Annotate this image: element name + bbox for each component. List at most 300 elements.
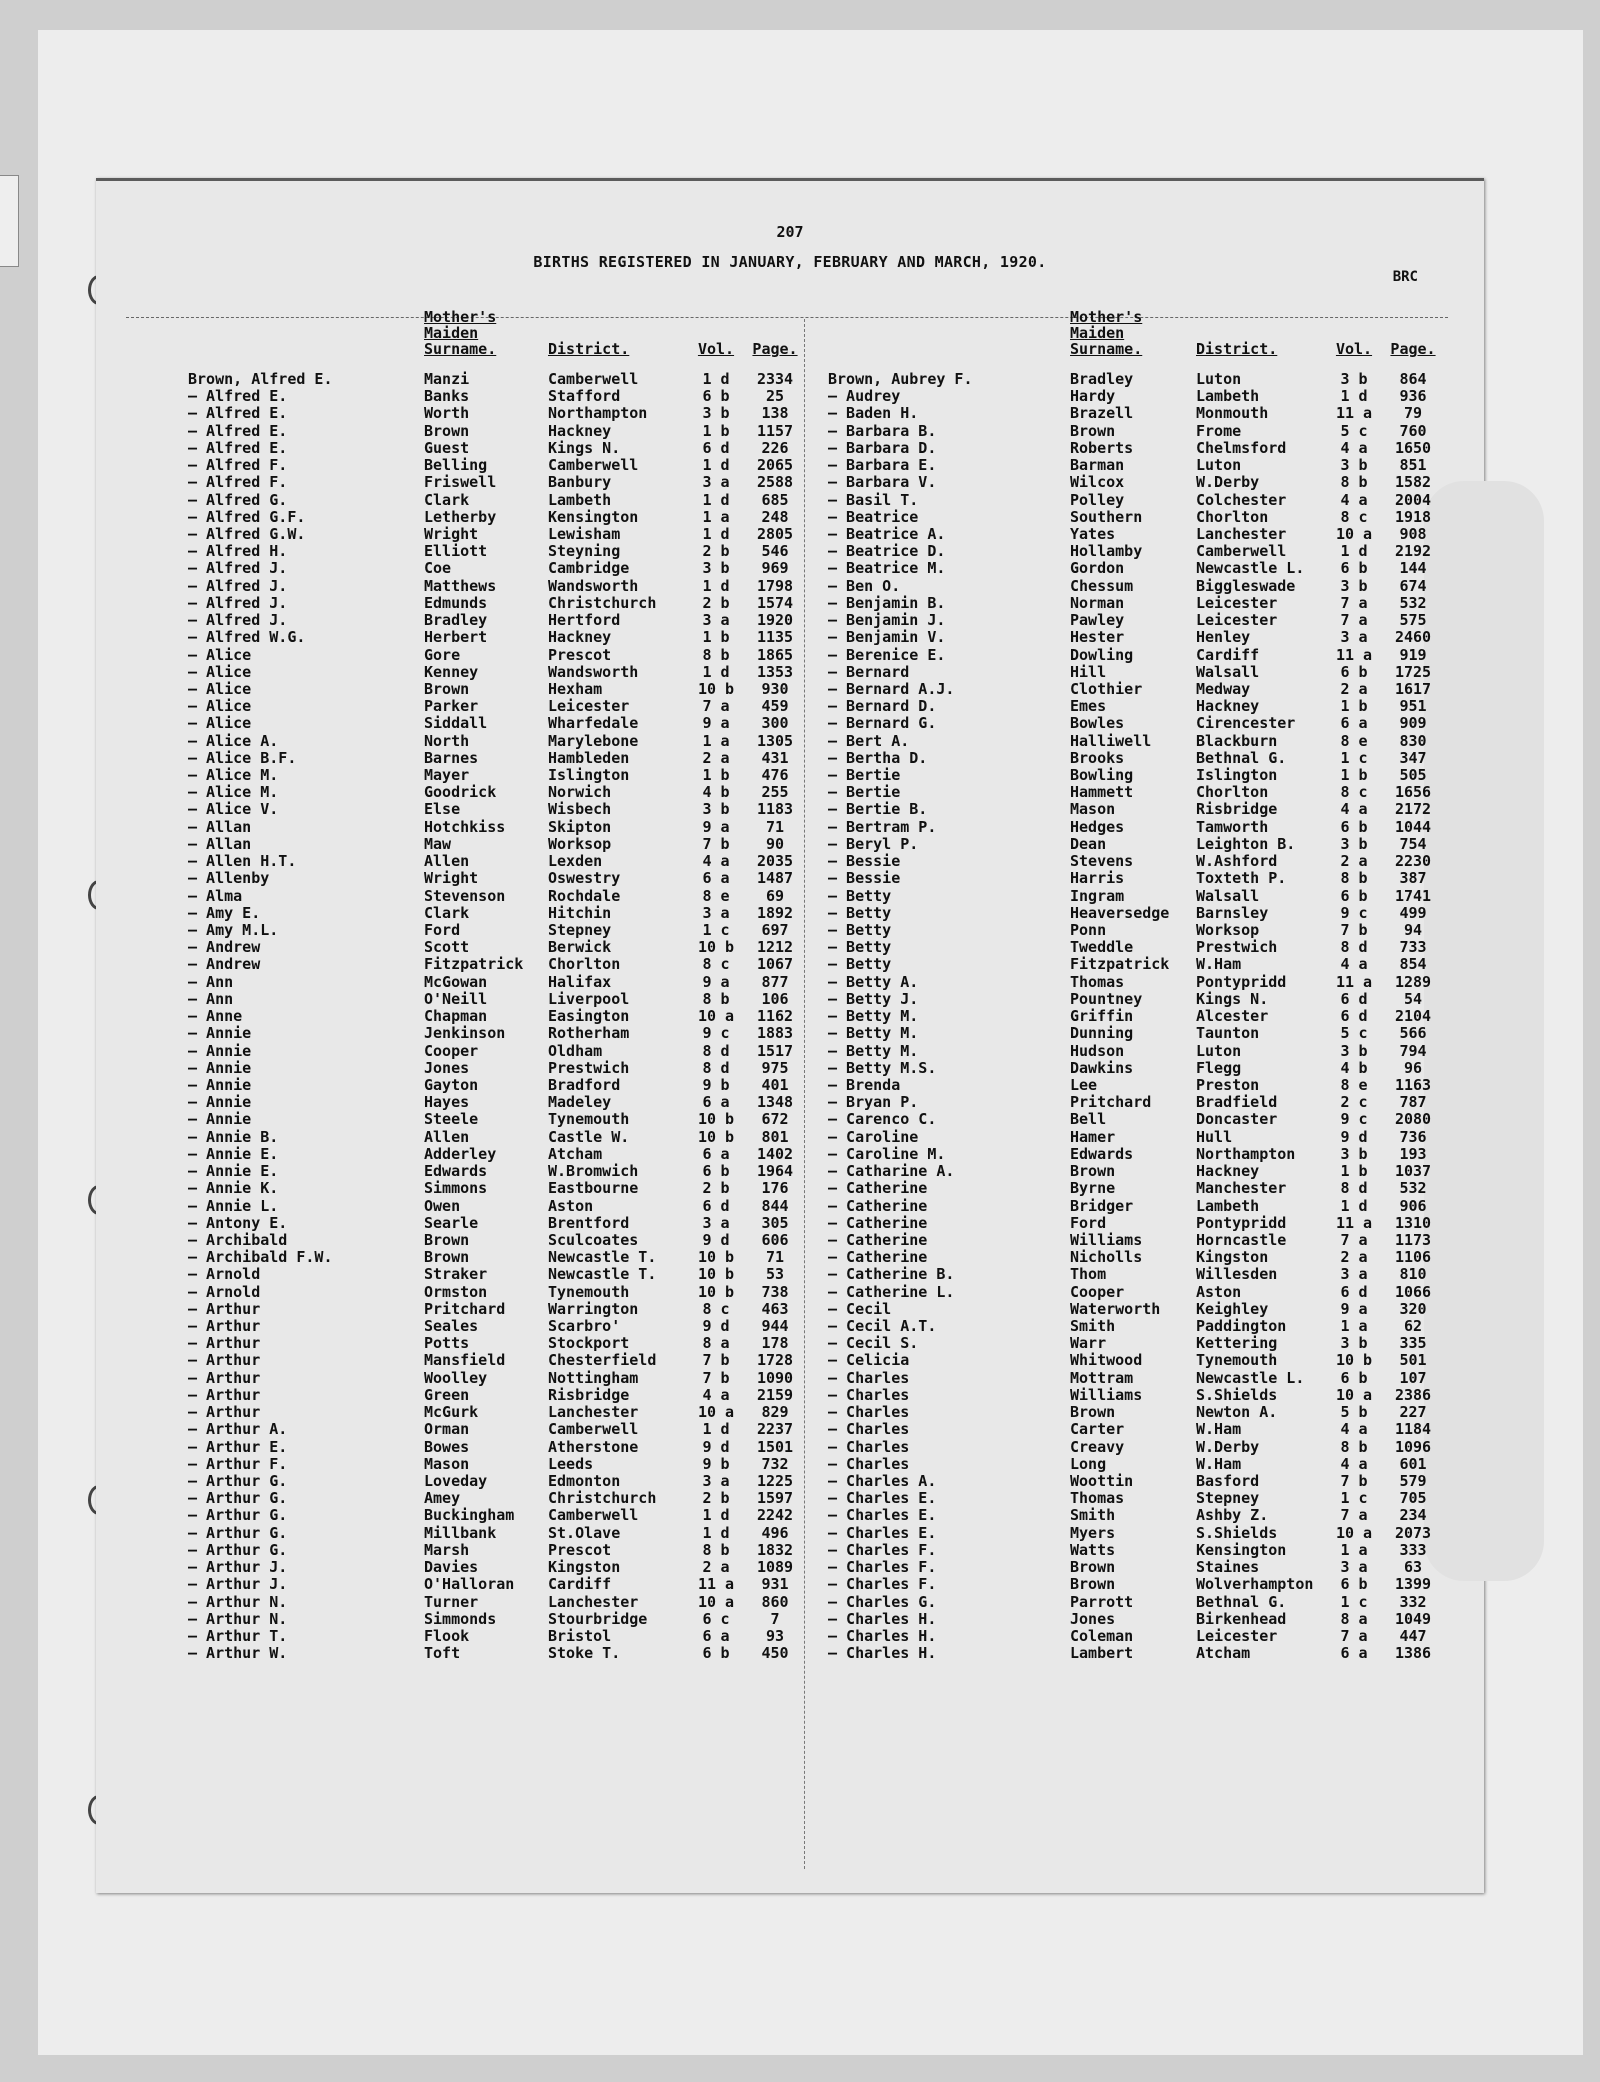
page-ref: 93 xyxy=(765,1626,785,1645)
volume: 1 d xyxy=(702,1506,730,1525)
district: Leicester xyxy=(1196,1626,1278,1645)
page-header: Page. xyxy=(1390,340,1436,358)
table-row xyxy=(188,1215,806,1232)
table-row xyxy=(828,767,1444,784)
page-ref: 1173 xyxy=(1394,1230,1432,1249)
page-ref: 2334 xyxy=(756,370,794,388)
page-ref: 754 xyxy=(1399,834,1427,853)
table-row xyxy=(188,784,806,801)
entry-name: — Arthur F. xyxy=(188,1454,288,1473)
mother-surname: Dawkins xyxy=(1070,1058,1134,1077)
district: Northampton xyxy=(1196,1144,1296,1163)
district: Kensington xyxy=(1196,1540,1287,1559)
entry-name: — Catherine xyxy=(828,1248,928,1267)
district: Edmonton xyxy=(548,1472,621,1490)
page-ref: 1212 xyxy=(756,938,794,957)
page-ref: 733 xyxy=(1399,938,1427,957)
volume: 9 b xyxy=(702,1454,730,1473)
mother-surname: Simmons xyxy=(424,1179,488,1198)
entry-name: — Alice M. xyxy=(188,766,279,785)
page-ref: 25 xyxy=(765,387,785,406)
district: Hackney xyxy=(1196,1162,1260,1181)
district: Kettering xyxy=(1196,1334,1278,1353)
table-row xyxy=(188,1559,806,1576)
district: Horncastle xyxy=(1196,1230,1287,1249)
mother-surname: Letherby xyxy=(424,507,497,526)
entry-name: — Annie E. xyxy=(188,1144,279,1163)
table-row xyxy=(188,1404,806,1421)
entry-name: — Arthur xyxy=(188,1403,261,1422)
entry-name: — Bernard G. xyxy=(828,714,937,733)
volume: 1 b xyxy=(702,628,730,647)
entry-name: — Charles A. xyxy=(828,1472,937,1490)
district: Taunton xyxy=(1196,1024,1260,1043)
page-ref: 1918 xyxy=(1394,507,1432,526)
entry-name: — Arthur E. xyxy=(188,1437,288,1456)
district: Lexden xyxy=(548,852,603,871)
entry-name: — Bernard xyxy=(828,662,910,681)
mother-surname: Potts xyxy=(424,1334,470,1353)
mother-surname: Brown xyxy=(424,421,470,440)
page-ref: 1184 xyxy=(1394,1420,1432,1439)
table-row xyxy=(188,1490,806,1507)
volume: 8 b xyxy=(1340,869,1368,888)
entry-name: — Alice xyxy=(188,679,252,698)
mother-surname: Pountney xyxy=(1070,989,1143,1008)
volume: 11 a xyxy=(1335,972,1373,991)
page-ref: 566 xyxy=(1399,1024,1427,1043)
mother-surname: Davies xyxy=(424,1558,479,1577)
page-ref: 975 xyxy=(761,1058,789,1077)
mother-surname: Yates xyxy=(1070,524,1116,543)
mother-surname: Watts xyxy=(1070,1540,1116,1559)
entry-name: — Betty xyxy=(828,955,892,974)
page-ref: 697 xyxy=(761,921,789,939)
volume: 6 b xyxy=(1340,1368,1368,1387)
entry-name: — Annie xyxy=(188,1075,252,1094)
district: Cardiff xyxy=(548,1575,612,1594)
mother-surname: Loveday xyxy=(424,1472,488,1490)
table-row xyxy=(188,1645,806,1662)
entry-name: — Arthur xyxy=(188,1317,261,1336)
volume: 3 a xyxy=(1340,628,1368,647)
volume: 9 d xyxy=(702,1317,730,1336)
table-row xyxy=(828,1025,1444,1042)
mother-surname: Edwards xyxy=(1070,1144,1134,1163)
district: Walsall xyxy=(1196,662,1260,681)
page-ref: 387 xyxy=(1399,869,1427,888)
district: Scarbro' xyxy=(548,1317,621,1336)
entry-name: — Caroline xyxy=(828,1127,919,1146)
district: Lanchester xyxy=(548,1592,639,1611)
entry-name: — Alfred J. xyxy=(188,576,288,595)
table-row xyxy=(188,939,806,956)
district: Chorlton xyxy=(548,955,621,974)
page-ref: 674 xyxy=(1399,576,1427,595)
volume: 11 a xyxy=(1335,404,1373,423)
table-row xyxy=(188,1025,806,1042)
page-ref: 505 xyxy=(1399,766,1427,785)
mother-surname: Ford xyxy=(424,921,461,939)
volume: 7 a xyxy=(1340,1230,1368,1249)
table-row xyxy=(828,1404,1444,1421)
entry-name: — Alice xyxy=(188,697,252,716)
table-row xyxy=(188,1232,806,1249)
entry-name: — Alice V. xyxy=(188,800,279,819)
entry-name: — Alfred G.W. xyxy=(188,524,306,543)
mother-surname: Southern xyxy=(1070,507,1143,526)
page-ref: 854 xyxy=(1399,955,1427,974)
district: Doncaster xyxy=(1196,1110,1278,1129)
mother-surname: Siddall xyxy=(424,714,488,733)
table-row xyxy=(188,1318,806,1335)
entry-name: — Bessie xyxy=(828,869,901,888)
district: Frome xyxy=(1196,421,1242,440)
district: Alcester xyxy=(1196,1007,1269,1026)
entry-name: — Alice xyxy=(188,714,252,733)
page-ref: 829 xyxy=(761,1403,789,1422)
table-row xyxy=(828,1645,1444,1662)
page-ref: 851 xyxy=(1399,456,1427,475)
mother-surname: Seales xyxy=(424,1317,479,1336)
table-row xyxy=(188,1180,806,1197)
table-row xyxy=(188,922,806,939)
mother-surname: Bowes xyxy=(424,1437,470,1456)
table-row xyxy=(828,1301,1444,1318)
page-ref: 1798 xyxy=(756,576,794,595)
mother-surname: Gordon xyxy=(1070,559,1125,578)
entry-name: — Charles xyxy=(828,1368,910,1387)
page-ref: 579 xyxy=(1399,1472,1427,1490)
page-ref: 1157 xyxy=(756,421,794,440)
page-ref: 2172 xyxy=(1394,800,1432,819)
mother-surname: Gore xyxy=(424,645,461,664)
volume: 11 a xyxy=(1335,1213,1373,1232)
volume: 3 b xyxy=(1340,1041,1368,1060)
page-ref: 431 xyxy=(761,748,789,767)
district: W.Bromwich xyxy=(548,1162,639,1181)
volume: 4 a xyxy=(702,852,730,871)
mother-surname: Tweddle xyxy=(1070,938,1134,957)
district: Prestwich xyxy=(1196,938,1278,957)
entry-name: — Charles F. xyxy=(828,1558,937,1577)
table-row xyxy=(828,629,1444,646)
table-row xyxy=(188,836,806,853)
volume: 10 a xyxy=(697,1007,735,1026)
volume: 1 c xyxy=(1340,1592,1368,1611)
page-ref: 2104 xyxy=(1394,1007,1432,1026)
volume: 4 a xyxy=(1340,490,1368,509)
volume: 9 a xyxy=(1340,1299,1368,1318)
page-ref: 1728 xyxy=(756,1351,794,1370)
district: Berwick xyxy=(548,938,612,957)
mother-surname: Hammett xyxy=(1070,783,1134,802)
entry-name: — Charles E. xyxy=(828,1489,937,1508)
mother-surname: Creavy xyxy=(1070,1437,1125,1456)
volume: 6 b xyxy=(1340,817,1368,836)
entry-name: — Charles H. xyxy=(828,1609,937,1628)
page-ref: 2460 xyxy=(1394,628,1432,647)
volume: 3 b xyxy=(1340,370,1368,388)
entry-name: — Barbara E. xyxy=(828,456,937,475)
entry-name: — Charles H. xyxy=(828,1644,937,1663)
volume: 10 b xyxy=(1335,1351,1373,1370)
volume: 7 a xyxy=(1340,611,1368,630)
volume: 8 c xyxy=(702,955,730,974)
volume: 8 e xyxy=(1340,731,1368,750)
table-row xyxy=(828,647,1444,664)
table-row xyxy=(828,1421,1444,1438)
table-row xyxy=(828,1163,1444,1180)
district: Atcham xyxy=(548,1144,603,1163)
mother-surname: Bell xyxy=(1070,1110,1107,1129)
entry-name: — Benjamin J. xyxy=(828,611,946,630)
mother-surname: Manzi xyxy=(424,370,470,388)
page-ref: 1089 xyxy=(756,1558,794,1577)
district: Pontypridd xyxy=(1196,1213,1287,1232)
mother-surname: Dean xyxy=(1070,834,1107,853)
district: Preston xyxy=(1196,1075,1260,1094)
mother-surname: Friswell xyxy=(424,473,497,492)
district: Colchester xyxy=(1196,490,1287,509)
entry-name: — Alfred J. xyxy=(188,611,288,630)
page-ref: 919 xyxy=(1399,645,1427,664)
table-row xyxy=(188,509,806,526)
mother-surname: Hayes xyxy=(424,1093,470,1112)
page-ref: 601 xyxy=(1399,1454,1427,1473)
entry-name: — Charles E. xyxy=(828,1506,937,1525)
district: Prescot xyxy=(548,645,612,664)
entry-name: — Alfred G. xyxy=(188,490,288,509)
entry-name: — Bernard D. xyxy=(828,697,937,716)
table-row xyxy=(828,1525,1444,1542)
entry-name: — Arnold xyxy=(188,1265,261,1284)
table-row xyxy=(188,647,806,664)
table-row xyxy=(188,870,806,887)
district: Newcastle L. xyxy=(1196,1368,1305,1387)
entry-name: — Annie xyxy=(188,1041,252,1060)
volume: 9 d xyxy=(702,1230,730,1249)
district: W.Ham xyxy=(1196,1454,1242,1473)
entry-name: — Arthur W. xyxy=(188,1644,288,1663)
entry-name: — Alice A. xyxy=(188,731,279,750)
table-row xyxy=(188,1077,806,1094)
district: Lambeth xyxy=(1196,1196,1260,1215)
entry-name: — Arthur A. xyxy=(188,1420,288,1439)
mother-surname: Lambert xyxy=(1070,1644,1134,1663)
volume: 1 d xyxy=(1340,1196,1368,1215)
volume: 9 b xyxy=(702,1075,730,1094)
volume: 3 a xyxy=(702,1213,730,1232)
page-ref: 760 xyxy=(1399,421,1427,440)
volume: 10 b xyxy=(697,1248,735,1267)
page-ref: 705 xyxy=(1399,1489,1427,1508)
mother-surname: Jenkinson xyxy=(424,1024,506,1043)
table-row xyxy=(828,1249,1444,1266)
table-row xyxy=(828,371,1444,388)
district: Barnsley xyxy=(1196,903,1269,922)
mother-surname: Woolley xyxy=(424,1368,488,1387)
volume: 8 c xyxy=(1340,507,1368,526)
entry-name: — Arthur G. xyxy=(188,1523,288,1542)
district: Risbridge xyxy=(1196,800,1278,819)
table-row xyxy=(828,1266,1444,1283)
mother-surname: Dunning xyxy=(1070,1024,1134,1043)
page-ref: 1617 xyxy=(1394,679,1432,698)
district: Camberwell xyxy=(548,370,639,388)
mother-surname: O'Halloran xyxy=(424,1575,515,1594)
mother-surname: Straker xyxy=(424,1265,488,1284)
mother-surname: Bridger xyxy=(1070,1196,1134,1215)
volume: 3 b xyxy=(1340,576,1368,595)
table-row xyxy=(828,698,1444,715)
page-ref: 2065 xyxy=(756,456,794,475)
volume: 3 b xyxy=(702,404,730,423)
mother-surname: Brown xyxy=(424,1248,470,1267)
page-ref: 2080 xyxy=(1394,1110,1432,1129)
left-header-row xyxy=(188,301,806,357)
table-row xyxy=(188,1284,806,1301)
mother-surname: Clothier xyxy=(1070,679,1143,698)
table-row xyxy=(828,870,1444,887)
mother-surname: Thom xyxy=(1070,1265,1107,1284)
entry-name: — Beatrice M. xyxy=(828,559,946,578)
district: Cambridge xyxy=(548,559,630,578)
page-ref: 575 xyxy=(1399,611,1427,630)
mother-surname: Brown xyxy=(1070,1575,1116,1594)
district: W.Ashford xyxy=(1196,852,1278,871)
district: Madeley xyxy=(548,1093,612,1112)
district: Sculcoates xyxy=(548,1230,639,1249)
mother-surname: Lee xyxy=(1070,1075,1098,1094)
entry-name: — Bernard A.J. xyxy=(828,679,955,698)
volume: 4 a xyxy=(1340,1420,1368,1439)
entry-name: — Arnold xyxy=(188,1282,261,1301)
mother-surname: McGowan xyxy=(424,972,488,991)
district: Lambeth xyxy=(548,490,612,509)
district: Manchester xyxy=(1196,1179,1287,1198)
table-row xyxy=(828,595,1444,612)
volume: 6 d xyxy=(1340,989,1368,1008)
table-row xyxy=(828,526,1444,543)
volume: 6 d xyxy=(1340,1007,1368,1026)
table-row xyxy=(188,1542,806,1559)
volume: 3 b xyxy=(1340,834,1368,853)
register-code: BRC xyxy=(1392,269,1418,285)
entry-name: — Brenda xyxy=(828,1075,901,1094)
mother-surname: Long xyxy=(1070,1454,1107,1473)
volume: 8 d xyxy=(702,1041,730,1060)
volume: 2 c xyxy=(1340,1093,1368,1112)
left-column xyxy=(188,301,806,1662)
page-ref: 499 xyxy=(1399,903,1427,922)
district: Leicester xyxy=(1196,593,1278,612)
district: Newcastle T. xyxy=(548,1265,657,1284)
table-row xyxy=(188,1198,806,1215)
table-row xyxy=(188,1301,806,1318)
table-row xyxy=(188,578,806,595)
district: W.Derby xyxy=(1196,1437,1260,1456)
table-row xyxy=(188,1611,806,1628)
volume: 10 a xyxy=(1335,1385,1373,1404)
mother-surname: Roberts xyxy=(1070,438,1134,457)
volume: 8 c xyxy=(702,1299,730,1318)
volume: 8 b xyxy=(702,645,730,664)
mother-surname: Nicholls xyxy=(1070,1248,1143,1267)
entry-name: — Benjamin V. xyxy=(828,628,946,647)
table-row xyxy=(828,1060,1444,1077)
page-ref: 909 xyxy=(1399,714,1427,733)
table-row xyxy=(188,1628,806,1645)
mother-surname: Mottram xyxy=(1070,1368,1134,1387)
volume: 6 a xyxy=(1340,1644,1368,1663)
mother-surname: Brown xyxy=(1070,1403,1116,1422)
mother-surname: Brown xyxy=(1070,1558,1116,1577)
page-ref: 71 xyxy=(765,1248,785,1267)
table-row xyxy=(188,853,806,870)
page-ref: 94 xyxy=(1403,921,1423,939)
district: Brentford xyxy=(548,1213,630,1232)
entry-name: — Bertie xyxy=(828,783,901,802)
table-row xyxy=(828,1352,1444,1369)
district: Chelmsford xyxy=(1196,438,1287,457)
volume: 4 b xyxy=(702,783,730,802)
mother-surname: Ponn xyxy=(1070,921,1107,939)
mother-surname: O'Neill xyxy=(424,989,488,1008)
entry-name: — Betty xyxy=(828,921,892,939)
volume: 1 b xyxy=(702,766,730,785)
page-ref: 794 xyxy=(1399,1041,1427,1060)
volume: 2 b xyxy=(702,1489,730,1508)
district: Bradfield xyxy=(1196,1093,1278,1112)
entry-name: — Arthur xyxy=(188,1368,261,1387)
table-row xyxy=(828,905,1444,922)
page-ref: 1090 xyxy=(756,1368,794,1387)
page-ref: 305 xyxy=(761,1213,789,1232)
volume: 8 b xyxy=(702,989,730,1008)
entry-name: — Alfred E. xyxy=(188,387,288,406)
district: Liverpool xyxy=(548,989,630,1008)
mother-surname: Clark xyxy=(424,490,470,509)
district: Prestwich xyxy=(548,1058,630,1077)
district: Hackney xyxy=(548,628,612,647)
mother-surname: Owen xyxy=(424,1196,461,1215)
page-ref: 1597 xyxy=(756,1489,794,1508)
district: Aston xyxy=(548,1196,594,1215)
page-ref: 7 xyxy=(770,1609,780,1628)
page-ref: 860 xyxy=(761,1592,789,1611)
table-row xyxy=(188,956,806,973)
district: Tynemouth xyxy=(548,1282,630,1301)
mother-surname: Worth xyxy=(424,404,470,423)
entry-name: — Alfred G.F. xyxy=(188,507,306,526)
mother-surname: Hester xyxy=(1070,628,1125,647)
volume: 6 b xyxy=(702,387,730,406)
page-ref: 532 xyxy=(1399,593,1427,612)
page-ref: 864 xyxy=(1399,370,1427,388)
entry-name: — Beryl P. xyxy=(828,834,919,853)
volume: 1 d xyxy=(702,456,730,475)
page-ref: 255 xyxy=(761,783,789,802)
page-ref: 335 xyxy=(1399,1334,1427,1353)
mother-surname: Searle xyxy=(424,1213,479,1232)
volume: 6 a xyxy=(702,869,730,888)
page-ref: 476 xyxy=(761,766,789,785)
volume: 7 b xyxy=(702,1351,730,1370)
table-row xyxy=(828,509,1444,526)
page-ref: 178 xyxy=(761,1334,789,1353)
entry-name: — Alfred F. xyxy=(188,473,288,492)
